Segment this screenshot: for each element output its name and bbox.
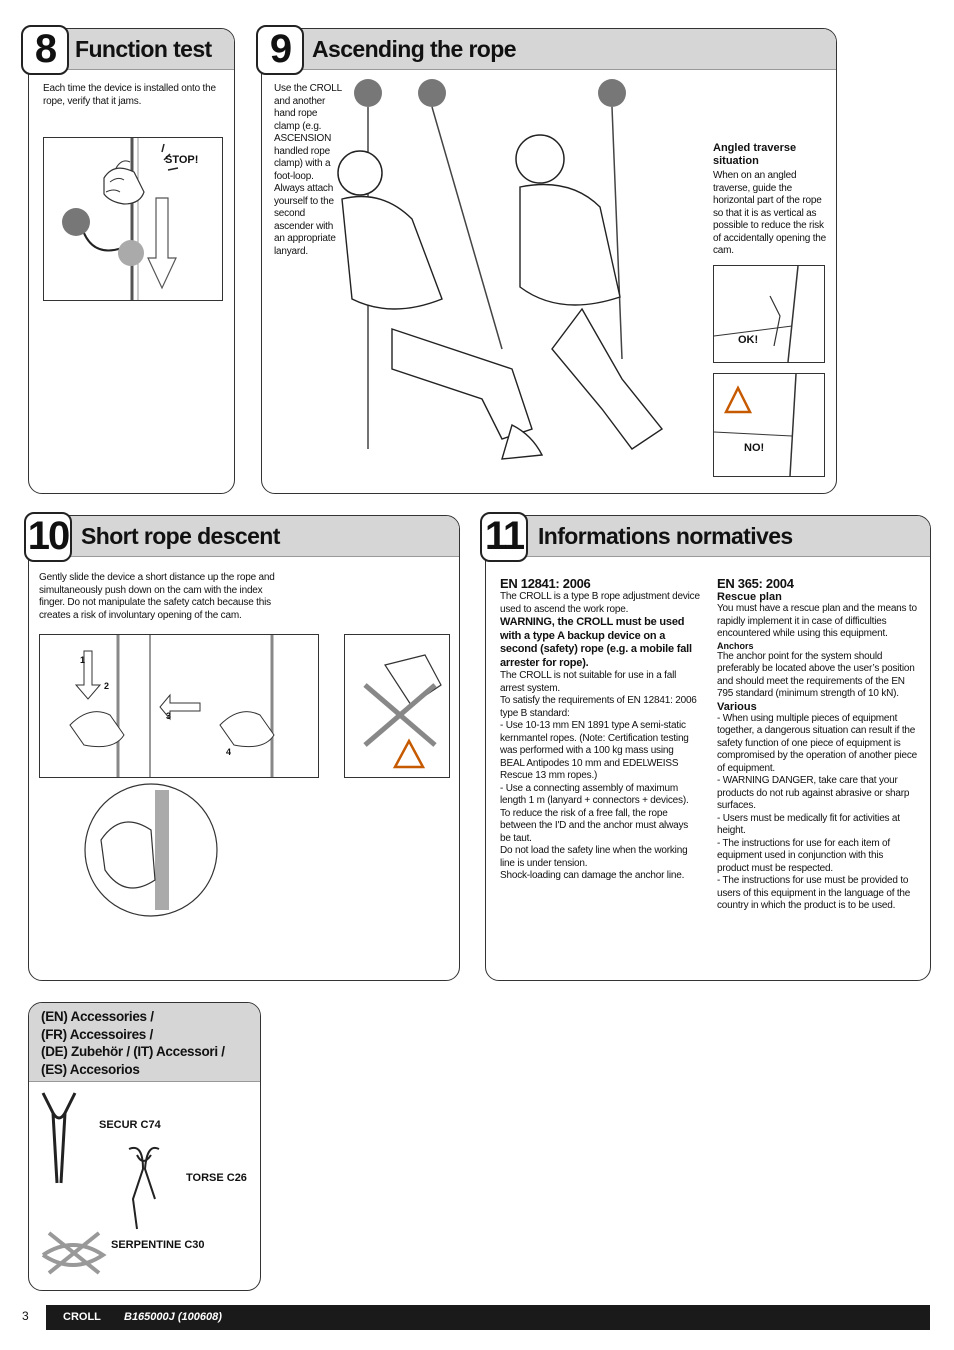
section-number-badge: 10 xyxy=(24,512,72,562)
section-title: Informations normatives xyxy=(538,523,793,549)
en365-column xyxy=(717,576,917,913)
ok-illustration xyxy=(713,265,825,363)
step-label-1: 1 xyxy=(80,655,86,665)
various-item-5: - The instructions for use must be provided to users of this equipment in the language of the country in which the product is to be used. xyxy=(717,875,911,911)
section-number-badge: 9 xyxy=(256,25,304,75)
en12841-warning: WARNING, the CROLL must be used with a type A backup device on a second (safety) rope (e.g. a mobile fall arrester for rope). xyxy=(500,616,692,669)
accessory-secur-c74: SECUR C74 xyxy=(99,1119,161,1131)
step-label-4: 4 xyxy=(226,747,232,757)
section-number-badge: 11 xyxy=(480,512,528,562)
en12841-column xyxy=(500,576,700,883)
en365-heading: EN 365: 2004 xyxy=(717,576,794,591)
various-title: Various xyxy=(717,700,757,713)
no-illustration xyxy=(713,373,825,477)
footer-bar xyxy=(46,1305,930,1330)
accessories-title xyxy=(41,1008,225,1078)
ok-label: OK! xyxy=(738,334,759,346)
accessories-title-en: (EN) Accessories / xyxy=(41,1009,154,1024)
croll-cam-icon xyxy=(62,208,90,236)
cam-closeup-drawing xyxy=(81,780,221,920)
section-text: Gently slide the device a short distance up the rope and simultaneously push down on the cam with the index finger. Do not manipulate the safety catch because this creates a risk of involuntary opening of the cam. xyxy=(39,572,275,621)
en12841-p3: To satisfy the requirements of EN 12841: 2006 type B standard: xyxy=(500,695,697,719)
section-ascending-rope xyxy=(261,28,837,494)
en12841-p6: Do not load the safety line when the working line is under tension. xyxy=(500,845,688,869)
safety-catch-warning-illustration xyxy=(344,634,450,778)
accessories-title-de-it: (DE) Zubehör / (IT) Accessori / xyxy=(41,1044,225,1059)
section-text: Use the CROLL and another hand rope clamp (e.g. ASCENSION handled rope clamp) with a foot-loop. Always attach yourself to the second ascender with an appropriate lanyard. xyxy=(274,83,342,257)
angled-traverse-text: When on an angled traverse, guide the horizontal part of the rope so that it is as vertical as possible to reduce the risk of accidentally opening the cam. xyxy=(713,170,827,256)
ok-rope-drawing xyxy=(714,266,824,362)
descent-step-illustration xyxy=(39,634,319,778)
angled-traverse-title: Angled traverse situation xyxy=(713,142,797,167)
rescue-plan-text: You must have a rescue plan and the means to rapidly implement it in case of difficulties encountered while using this equipment. xyxy=(717,603,917,639)
footer-product: CROLL xyxy=(63,1311,101,1323)
accessory-serpentine-c30: SERPENTINE C30 xyxy=(111,1239,205,1251)
various-item-1: - When using multiple pieces of equipment together, a dangerous situation can result if the safety function of one piece of equipment is compromised by the operation of another piece of equipment. xyxy=(717,712,918,774)
accessories-title-es: (ES) Accesorios xyxy=(41,1061,140,1077)
en12841-p2: The CROLL is not suitable for use in a fall arrest system. xyxy=(500,670,677,694)
accessories-title-fr: (FR) Accessoires / xyxy=(41,1026,153,1042)
en12841-p7: Shock-loading can damage the anchor line. xyxy=(500,870,685,881)
stop-label: STOP! xyxy=(165,154,199,166)
anchors-text: The anchor point for the system should preferably be located above the user’s position and should meet the requirements of the EN 795 standard (minimum strength of 10 kN). xyxy=(717,650,915,699)
crossed-hand-drawing xyxy=(345,635,449,777)
footer-reference: B165000J (100608) xyxy=(124,1311,222,1323)
various-item-4: - The instructions for use for each item of equipment used in conjunction with this product must be respected. xyxy=(717,837,890,874)
various-item-2: - WARNING DANGER, take care that your products do not rub against abrasive or sharp surfaces. xyxy=(717,775,910,811)
rescue-plan-title: Rescue plan xyxy=(717,591,782,603)
lock-symbol-icon xyxy=(118,240,144,266)
anchors-title: Anchors xyxy=(717,640,754,651)
various-item-3: - Users must be medically fit for activities at height. xyxy=(717,812,900,836)
accessory-torse-c26: TORSE C26 xyxy=(186,1172,247,1184)
section-accessories xyxy=(28,1002,261,1291)
en12841-p5: - Use a connecting assembly of maximum length 1 m (lanyard + connectors + devices). To reduce the risk of a free fall, the rope between the I'D and the anchor must always be taut. xyxy=(500,782,689,844)
no-rope-drawing xyxy=(714,374,824,476)
section-title: Function test xyxy=(75,36,212,62)
page-number: 3 xyxy=(22,1309,29,1323)
function-test-illustration xyxy=(43,137,223,301)
section-short-rope-descent xyxy=(28,515,460,981)
step-label-3: 3 xyxy=(166,711,172,721)
no-label: NO! xyxy=(744,442,765,454)
en12841-p4: - Use 10-13 mm EN 1891 type A semi-static kernmantel ropes. (Note: Certification testing was performed with a 100 kg mass using BEAL Antipodes 10 mm and EDELWEISS Rescue 13 mm ropes.) xyxy=(500,720,689,781)
section-number-badge: 8 xyxy=(21,25,69,75)
section-title: Short rope descent xyxy=(81,523,280,549)
section-text: Each time the device is installed onto the rope, verify that it jams. xyxy=(43,83,216,107)
step-label-2: 2 xyxy=(104,681,110,691)
section-function-test xyxy=(28,28,235,494)
section-title: Ascending the rope xyxy=(312,36,516,62)
section-informations-normatives xyxy=(485,515,931,981)
en12841-heading: EN 12841: 2006 xyxy=(500,576,591,591)
en12841-p1: The CROLL is a type B rope adjustment device used to ascend the work rope. xyxy=(500,591,700,615)
